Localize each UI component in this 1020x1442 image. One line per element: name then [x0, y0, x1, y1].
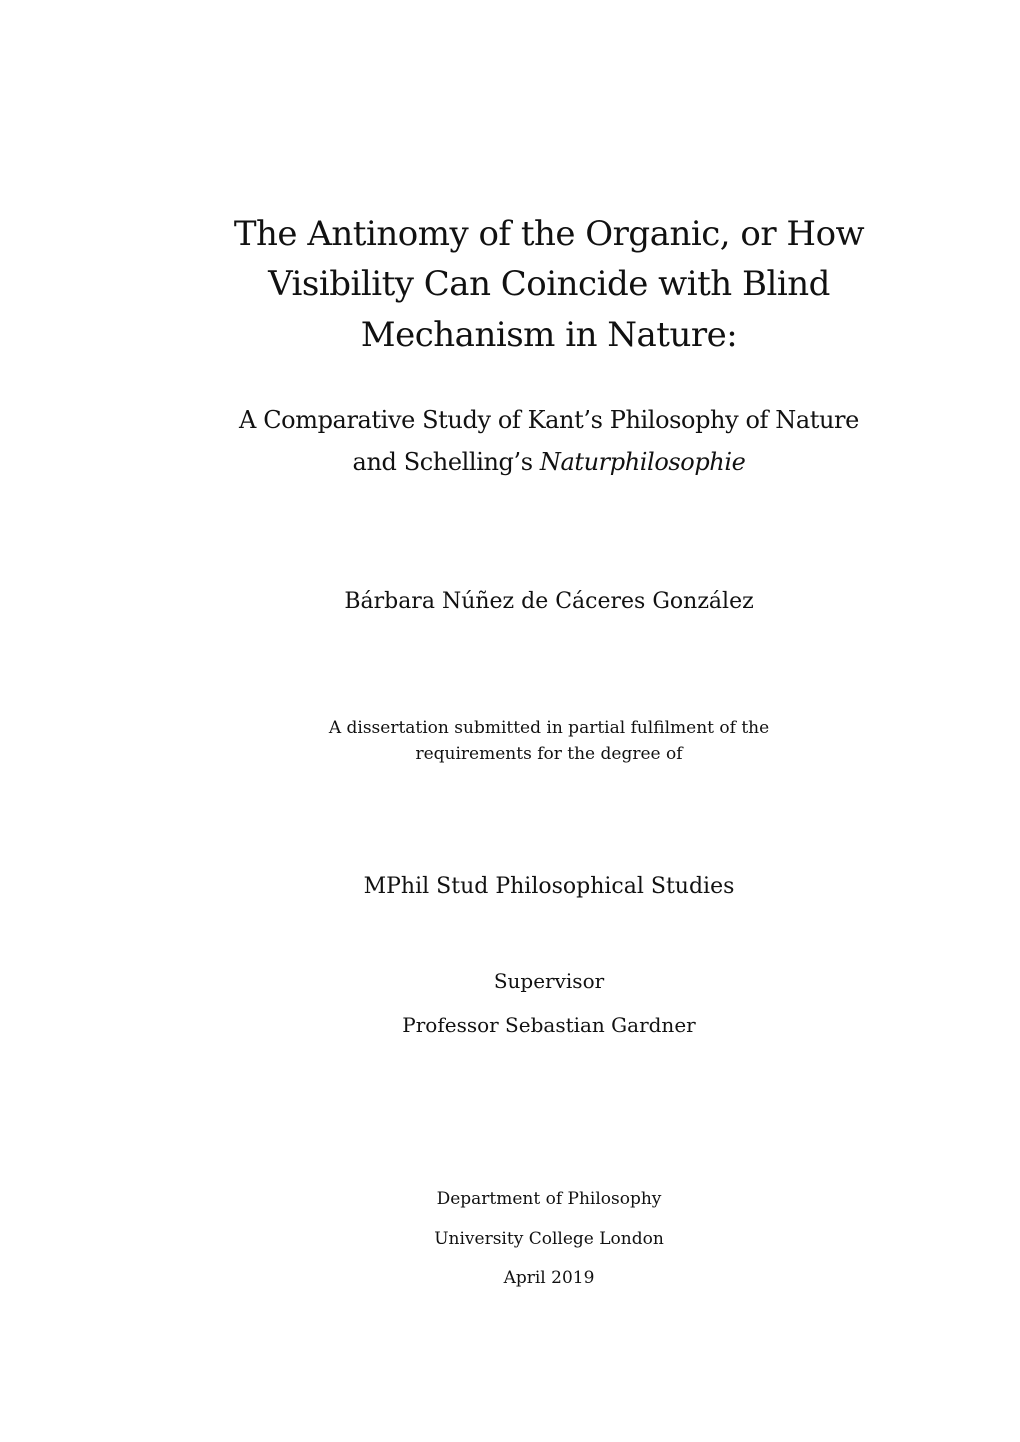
department-name: Department of Philosophy	[436, 1189, 662, 1209]
university-name: University College London	[434, 1229, 664, 1249]
supervisor-label: Supervisor	[493, 969, 605, 993]
thesis-subtitle-line-2	[0, 448, 1020, 476]
subtitle-italic-term: Naturphilosophie	[539, 448, 746, 476]
dissertation-statement-line-1: A dissertation submitted in partial fulfilment of the	[328, 718, 770, 738]
dissertation-statement-line-2: requirements for the degree of	[415, 744, 683, 764]
thesis-subtitle-line-1: A Comparative Study of Kant’s Philosophy of Nature	[239, 406, 859, 434]
supervisor-name: Professor Sebastian Gardner	[402, 1013, 696, 1037]
subtitle-prefix: and Schelling’s	[352, 448, 540, 476]
thesis-title-line-3: Mechanism in Nature:	[360, 315, 738, 355]
author-name: Bárbara Núñez de Cáceres González	[344, 589, 754, 614]
degree-name: MPhil Stud Philosophical Studies	[363, 874, 735, 899]
thesis-title-line-1: The Antinomy of the Organic, or How	[233, 214, 865, 254]
submission-date: April 2019	[503, 1268, 595, 1288]
thesis-title-line-2: Visibility Can Coincide with Blind	[268, 264, 830, 304]
